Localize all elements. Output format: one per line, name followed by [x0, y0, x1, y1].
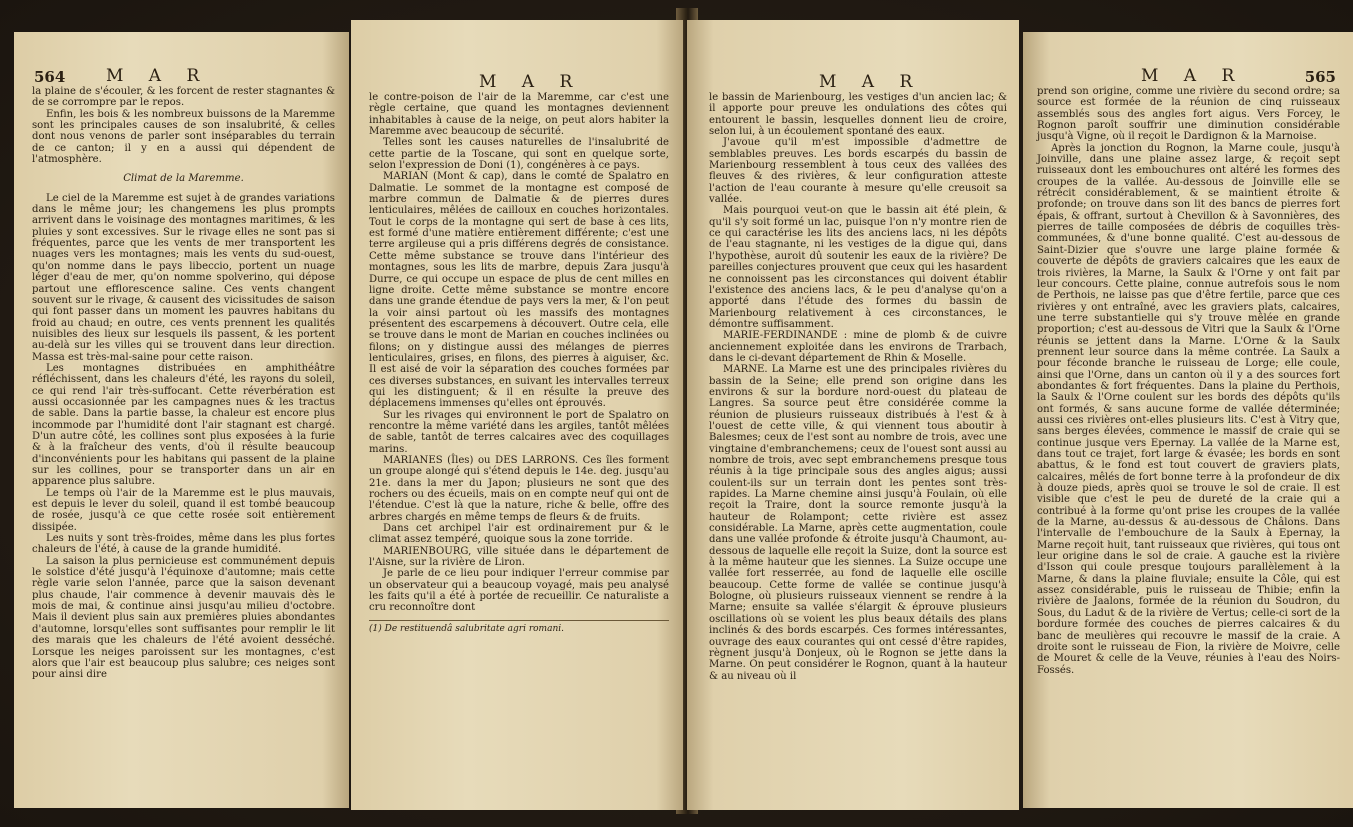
- paragraph: Le ciel de la Maremme est sujet à de grandes variations dans le même jour; les changemens les plus prompts arrivent dans le voisinage des montagnes maritimes, & les pluies y sont excessives. Sur le rivage elles ne sont pas si fréquentes, parce que les vents de mer transportent les nuages vers les montagnes; mais les vents du sud-ouest, qu'on nomme dans le pays libeccio, portent un nuage léger d'eau de mer, qu'on nomme spolverino, qui dépose partout une efflorescence saline. Ces vents changent souvent sur le rivage, & causent des vicissitudes de saison qui font passer dans un moment les pauvres habitans du froid au chaud; en outre, ces vents prennent les qualités nuisibles des lieux sur lesquels ils passent, & les portent au-delà sur les villes qui se trouvent dans leur direction. Massa est très-mal-saine pour cette raison.: [32, 192, 335, 363]
- paragraph: Les nuits y sont très-froides, même dans les plus fortes chaleurs de l'été, à cause de la grande humidité.: [32, 533, 335, 556]
- page-body: [709, 92, 1007, 682]
- paragraph: Je parle de ce lieu pour indiquer l'erreur commise par un observateur qui a beaucoup voyagé, mais peu analysé les faits qu'il a été à portée de recueillir. Ce naturaliste a cru reconnoître dont: [369, 568, 669, 614]
- dictionary-entry: MARIENBOURG, ville située dans le département de l'Aisne, sur la rivière de Liron.: [369, 545, 669, 569]
- page-right-inner: [687, 20, 1019, 810]
- page-body: [369, 92, 669, 635]
- paragraph: le contre-poison de l'air de la Maremme, car c'est une règle certaine, que quand les montagnes deviennent inhabitables à cause de la neige, on peut alors habiter la Maremme avec beaucoup de sécurité.: [369, 92, 669, 138]
- running-head: M A R: [106, 66, 210, 86]
- running-head: M A R: [479, 72, 583, 92]
- page-number: 565: [1304, 68, 1336, 86]
- running-head: M A R: [819, 72, 923, 92]
- paragraph: Les montagnes distribuées en amphithéâtre réfléchissent, dans les chaleurs d'été, les rayons du soleil, ce qui rend l'air très-suffocant. Cette réverbération est aussi occasionnée par les campagnes nues & les tractus de sable. Dans la partie basse, la chaleur est encore plus incommode par l'humidité dont l'air stagnant est chargé. D'un autre côté, les collines sont plus exposées à la furie & à la fraîcheur des vents, d'où il résulte beaucoup d'inconvénients pour les habitans qui passent de la plaine sur les collines, pour se transporter dans un air en apparence plus salubre.: [32, 362, 335, 488]
- paragraph: Telles sont les causes naturelles de l'insalubrité de cette partie de la Toscane, qui sont en quelque sorte, selon l'expression de Doni (1), congénères à ce pays.: [369, 137, 669, 172]
- footnote: (1) De restituendâ salubritate agri romani.: [369, 623, 564, 634]
- page-564: [14, 32, 349, 808]
- paragraph: Dans cet archipel l'air est ordinairement pur & le climat assez tempéré, quoique sous la zone torride.: [369, 523, 669, 546]
- paragraph: La saison la plus pernicieuse est communément depuis le solstice d'été jusqu'à l'équinoxe d'automne; mais cette règle varie selon l'année, parce que la saison devenant plus chaude, l'air commence à devenir mauvais dès le mois de mai, & continue ainsi jusqu'au milieu d'octobre. Mais il devient plus sain aux premières pluies abondantes d'automne, lorsqu'elles sont suffisantes pour remplir le lit des marais que les chaleurs de l'été avoient desséché. Lorsque les neiges paroissent sur les montagnes, c'est alors que l'air est beaucoup plus salubre; ces neiges sont pour ainsi dire: [32, 555, 335, 681]
- paragraph: la plaine de s'écouler, & les forcent de rester stagnantes & de se corrompre par le repos.: [32, 86, 335, 109]
- page-number: 564: [34, 68, 66, 86]
- page-565: [1023, 32, 1353, 808]
- page-body: [32, 86, 335, 681]
- paragraph: Mais pourquoi veut-on que le bassin ait été plein, & qu'il s'y soit formé un lac, puisque l'on n'y montre rien de ce qui caractérise les lits des anciens lacs, ni les dépôts de l'eau stagnante, ni les vestiges de la digue qui, dans l'hypothèse, auroit dû soutenir les eaux de la rivière? De pareilles conjectures prouvent que ceux qui les hasardent ne connoissent pas les circonstances qui doivent établir l'existence des anciens lacs, & le peu d'analyse qu'on a apporté dans l'étude des formes du bassin de Marienbourg relativement à ces circonstances, le démontre suffisamment.: [709, 205, 1007, 330]
- paragraph: le bassin de Marienbourg, les vestiges d'un ancien lac; & il apporte pour preuve les ondulations des côtes qui entourent le bassin, lesquelles donnent lieu de croire, selon lui, à un écoulement spontané des eaux.: [709, 92, 1007, 138]
- paragraph: Sur les rivages qui environnent le port de Spalatro on rencontre la même variété dans les argiles, tantôt mêlées de sable, tantôt de terres calcaires avec des coquillages marins.: [369, 409, 669, 455]
- page-body: [1037, 86, 1340, 676]
- paragraph: J'avoue qu'il m'est impossible d'admettre de semblables preuves. Les bords escarpés du bassin de Marienbourg ressemblent à tous ceux des vallées des fleuves & des rivières, & leur configuration atteste l'action de l'eau courante à mesure qu'elle creusoit sa vallée.: [709, 137, 1007, 206]
- dictionary-entry: MARIANES (Îles) ou DES LARRONS. Ces îles forment un groupe alongé qui s'étend depuis le 14e. deg. jusqu'au 21e. dans la mer du Japon; plusieurs ne sont que des rochers ou des écueils, mais on en compte neuf qui ont de l'étendue. C'est là que la nature, riche & belle, offre des arbres chargés en même temps de fleurs & de fruits.: [369, 455, 669, 523]
- paragraph: Le temps où l'air de la Maremme est le plus mauvais, est depuis le lever du soleil, quand il est tombé beaucoup de rosée, jusqu'à ce que cette rosée soit entièrement dissipée.: [32, 487, 335, 533]
- paragraph: Après la jonction du Rognon, la Marne coule, jusqu'à Joinville, dans une plaine assez large, & reçoit sept ruisseaux dont les embouchures ont altéré les formes des croupes de la vallée. Au-dessous de Joinville elle se rétrécit considérablement, & se maintient étroite & profonde; on trouve dans son lit des bancs de pierres fort épais, & offrant, surtout à Chevillon & à Savonnières, des pierres de taille composées de débris de coquilles très-communées, & d'une bonne qualité. C'est au-dessous de Saint-Dizier que s'ouvre une large plaine formée & couverte de dépôts de graviers calcaires que les eaux de trois rivières, la Marne, la Saulx & l'Orne y ont fait par leur concours. Cette plaine, connue autrefois sous le nom de Perthois, ne laisse pas que d'être fertile, parce que ces rivières y ont entraîné, avec les graviers plats, calcaires, une terre substantielle qui s'y trouve mêlée en grande proportion; c'est au-dessous de Vitri que la Saulx & l'Orne réunis se jettent dans la Marne. L'Orne & la Saulx prennent leur source dans la même contrée. La Saulx a pour féconde branche le ruisseau de Lorge; elle coule, ainsi que l'Orne, dans un canton où il y a des sources fort abondantes & fort fréquentes. Dans la plaine du Perthois, la Saulx & l'Orne coulent sur les bords des dépôts qu'ils ont formés, & sans aucune forme de vallée déterminée; aussi ces rivières ont-elles plusieurs lits. C'est à Vitry que, sans berges élevées, commence le massif de craie qui se continue jusque vers Epernay. La vallée de la Marne est, dans tout ce trajet, fort large & évasée; les bords en sont abattus, & le fond est tout couvert de graviers plats, calcaires, mêlés de fort bonne terre à la profondeur de dix à douze pieds, après quoi se trouve le sol de craie. Il est visible que c'est le peu de dureté de la craie qui a contribué à la forme qu'ont prise les croupes de la vallée de la Marne, au-dessus & au-dessous de Châlons. Dans l'intervalle de l'embouchure de la Saulx à Epernay, la Marne reçoit huit, tant ruisseaux que rivières, qui tous ont leur origine dans le sol de craie. A gauche est la rivière d'Isson qui coule presque toujours parallèlement à la Marne, & dans la plaine fluviale; ensuite la Côle, qui est assez considérable, puis le ruisseau de Thibie; enfin la rivière de Jaalons, formée de la réunion du Soudron, du Sous, du Ladut & de la rivière de Vertus; celle-ci sort de la bordure formée des couches de pierres calcaires & du banc de meulières qui recouvre le massif de la craie. A droite sont le ruisseau de Fion, la rivière de Moivre, celle de Mouret & celle de la Veuve, réunies à l'eau des Noirs-Fossés.: [1037, 142, 1340, 676]
- dictionary-entry: MARIAN (Mont & cap), dans le comté de Spalatro en Dalmatie. Le sommet de la montagne est composé de marbre commun de Dalmatie & de pierres dures lenticulaires, mêlées de cailloux en couches horizontales. Tout le corps de la montagne qui sert de base à ces lits, est formé d'une matière entièrement différente; c'est une terre argileuse qui a pris différens degrés de consistance. Cette même substance se trouve dans l'intérieur des montagnes, sous les lits de marbre, depuis Zara jusqu'à Durre, ce qui occupe un espace de plus de cent milles en ligne droite. Cette même substance se montre encore dans une grande étendue de pays vers la mer, & l'on peut la voir ainsi partout où les massifs des montagnes présentent des escarpemens à découvert. Outre cela, elle se trouve dans le mont de Marian en couches inclinées ou filons; on y distingue aussi des mélanges de pierres lenticulaires, grises, en filons, des pierres à aiguiser, &c. Il est aisé de voir la séparation des couches formées par ces diverses substances, en suivant les intervalles terreux qui les distinguent; & il en résulte la preuve des déplacemens immenses qu'elles ont éprouvés.: [369, 171, 669, 410]
- footnote-rule: [369, 620, 669, 621]
- dictionary-entry: MARIE-FERDINANDE : mine de plomb & de cuivre anciennement exploitée dans les environs de Trarbach, dans le ci-devant département de Rhin & Moselle.: [709, 330, 1007, 364]
- page-left-inner: [351, 20, 683, 810]
- running-head: M A R: [1141, 66, 1245, 86]
- dictionary-entry: MARNE. La Marne est une des principales rivières du bassin de la Seine; elle prend son origine dans les environs & sur la bordure nord-ouest du plateau de Langres. Sa source peut être considérée comme la réunion de plusieurs ruisseaux distribués à l'est & à l'ouest de cette ville, & qui viennent tous aboutir à Balesmes; ceux de l'est sont au nombre de trois, avec une vingtaine d'embranchemens; ceux de l'ouest sont aussi au nombre de trois, avec sept embranchemens presque tous réunis à la tige principale sous des angles aigus; aussi coulent-ils sur un terrain dont les pentes sont très-rapides. La Marne chemine ainsi jusqu'à Foulain, où elle reçoit la Traire, dont la source remonte jusqu'à la hauteur de Rolampont; cette rivière est assez considérable. La Marne, après cette augmentation, coule dans une vallée profonde & étroite jusqu'à Chaumont, au-dessous de laquelle elle reçoit la Suize, dont la source est à la même hauteur que les siennes. La Suize occupe une vallée fort resserrée, au fond de laquelle elle oscille beaucoup. Cette forme de vallée se continue jusqu'à Bologne, où plusieurs ruisseaux viennent se rendre à la Marne; ensuite sa vallée s'élargit & éprouve plusieurs oscillations où se voient les plus beaux détails des plans inclinés & des bords escarpés. Ces formes intéressantes, ouvrage des eaux courantes qui ont cessé d'être rapides, règnent jusqu'à Donjeux, où le Rognon se jette dans la Marne. On peut considérer le Rognon, quant à la hauteur & au niveau où il: [709, 364, 1007, 682]
- section-heading: Climat de la Maremme.: [123, 173, 244, 185]
- paragraph: Enfin, les bois & les nombreux buissons de la Maremme sont les principales causes de son insalubrité, & celles dont nous venons de parler sont inséparables du terrain de ce canton; il y en a aussi qui dépendent de l'atmosphère.: [32, 108, 335, 166]
- paragraph: prend son origine, comme une rivière du second ordre; sa source est formée de la réunion de cinq ruisseaux assemblés sous des angles fort aigus. Vers Forcey, le Rognon paroît souffrir une diminution considérable jusqu'à Vigne, où il reçoit le Dardignon & la Marnoise.: [1037, 86, 1340, 143]
